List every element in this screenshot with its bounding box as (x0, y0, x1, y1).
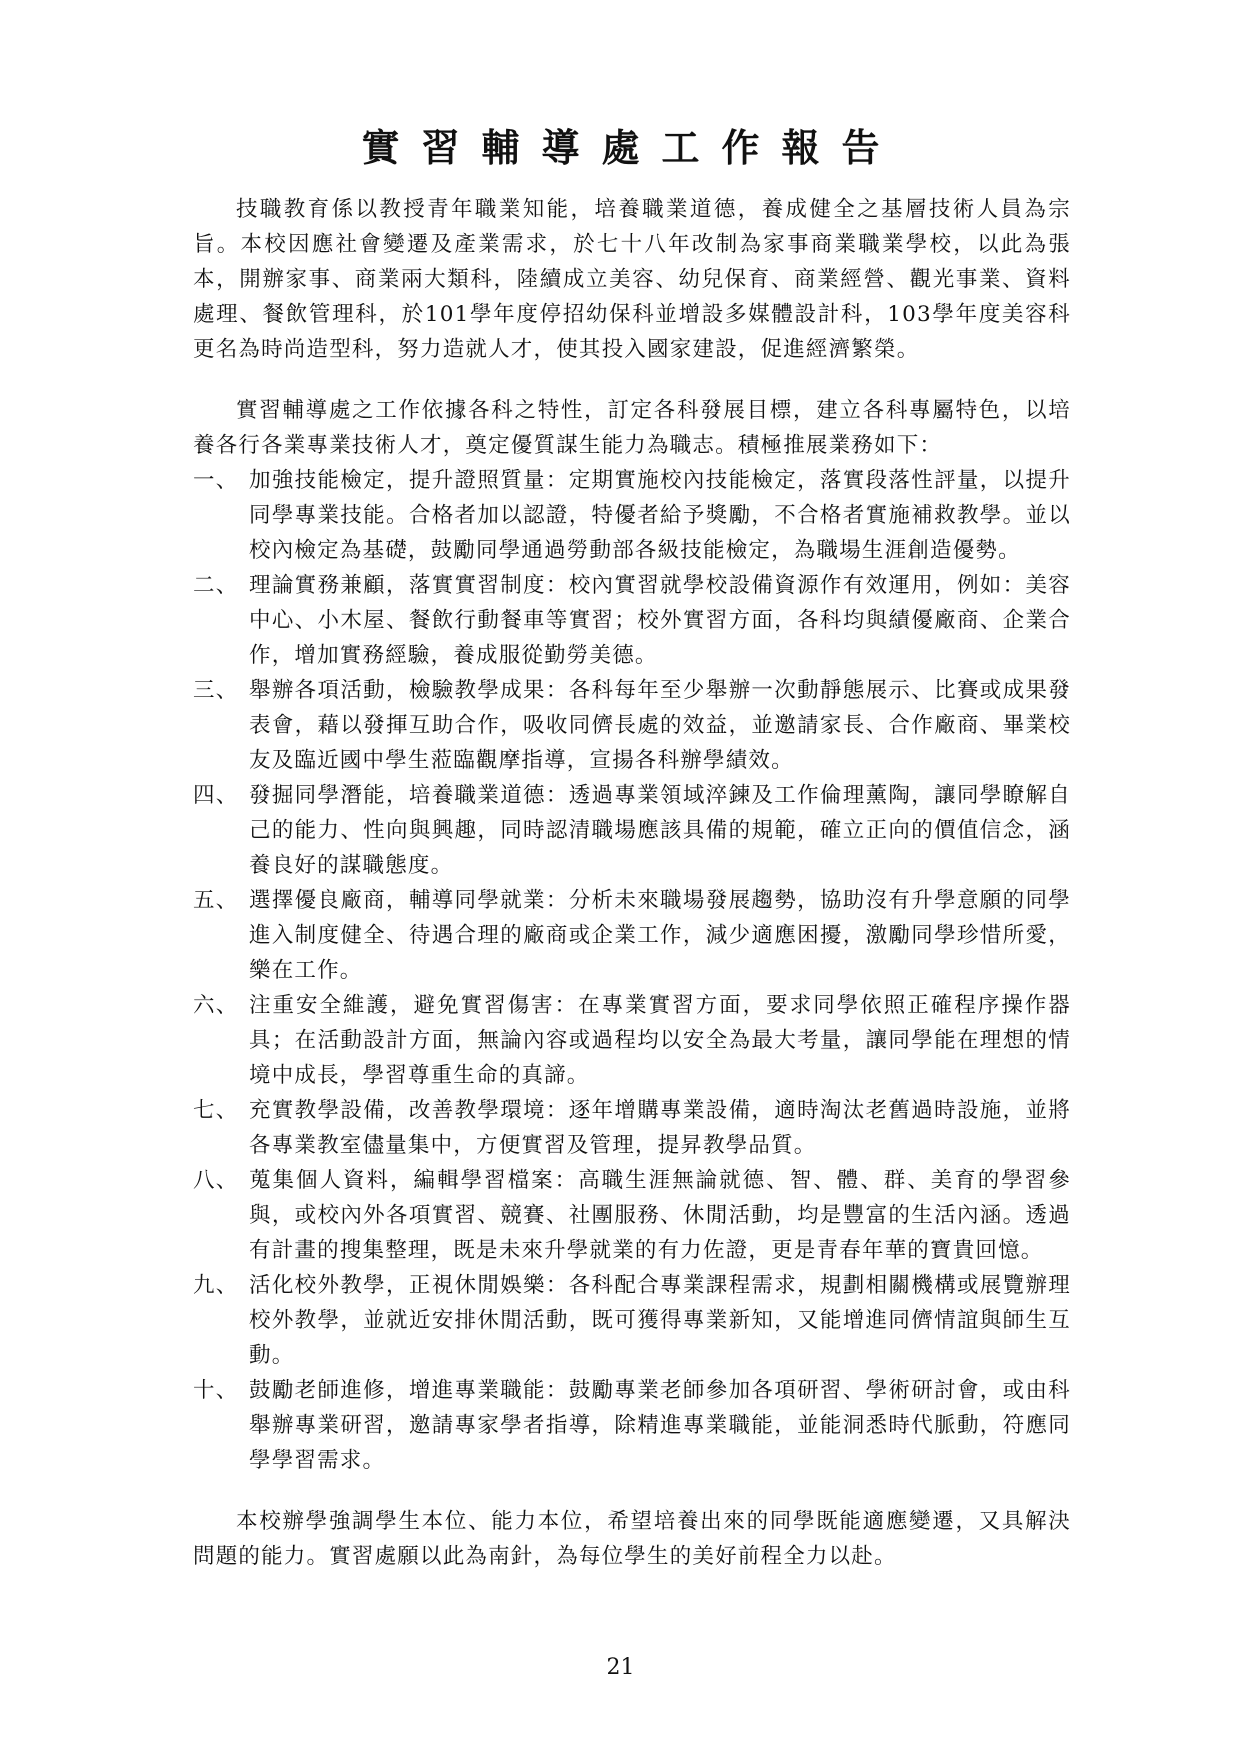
list-item (193, 1373, 1071, 1478)
list-item-text: 注重安全維護，避免實習傷害：在專業實習方面，要求同學依照正確程序操作器具；在活動設計方面，無論內容或過程均以安全為最大考量，讓同學能在理想的情境中成長，學習尊重生命的真諦。 (249, 993, 1071, 1088)
list-item (193, 673, 1071, 778)
list-item-text: 鼓勵老師進修，增進專業職能：鼓勵專業老師參加各項研習、學術研討會，或由科舉辦專業研習，邀請專家學者指導，除精進專業職能，並能洞悉時代脈動，符應同學學習需求。 (249, 1378, 1071, 1473)
list-item-number: 八、 (193, 1168, 239, 1193)
list-item (193, 778, 1071, 883)
list-item-number: 六、 (193, 993, 239, 1018)
list-item-text: 蒐集個人資料，編輯學習檔案：高職生涯無論就德、智、體、群、美育的學習參與，或校內外各項實習、競賽、社團服務、休閒活動，均是豐富的生活內涵。透過有計畫的搜集整理，既是未來升學就業的有力佐證，更是青春年華的寶貴回憶。 (249, 1168, 1071, 1263)
list-item-number: 四、 (193, 783, 239, 808)
list-item-number: 三、 (193, 678, 239, 703)
list-item-text: 充實教學設備，改善教學環境：逐年增購專業設備，適時淘汰老舊過時設施，並將各專業教室儘量集中，方便實習及管理，提昇教學品質。 (249, 1098, 1071, 1158)
list-item (193, 988, 1071, 1093)
list-item-text: 活化校外教學，正視休閒娛樂：各科配合專業課程需求，規劃相關機構或展覽辦理校外教學，並就近安排休閒活動，既可獲得專業新知，又能增進同儕情誼與師生互動。 (249, 1273, 1071, 1368)
list-item-text: 加強技能檢定，提升證照質量：定期實施校內技能檢定，落實段落性評量，以提升同學專業技能。合格者加以認證，特優者給予獎勵，不合格者實施補救教學。並以校內檢定為基礎，鼓勵同學通過勞動部各級技能檢定，為職場生涯創造優勢。 (249, 468, 1071, 563)
work-items-list (193, 463, 1071, 1478)
list-item-number: 一、 (193, 468, 239, 493)
page-title: 實習輔導處工作報告 (361, 125, 902, 170)
closing-paragraph: 本校辦學強調學生本位、能力本位，希望培養出來的同學既能適應變遷，又具解決問題的能力。實習處願以此為南針，為每位學生的美好前程全力以赴。 (193, 1509, 1071, 1569)
list-item-number: 五、 (193, 888, 239, 913)
list-item-text: 理論實務兼顧，落實實習制度：校內實習就學校設備資源作有效運用，例如：美容中心、小木屋、餐飲行動餐車等實習；校外實習方面，各科均與績優廠商、企業合作，增加實務經驗，養成服從勤勞美德。 (249, 573, 1071, 668)
list-item-text: 發掘同學潛能，培養職業道德：透過專業領域淬鍊及工作倫理薰陶，讓同學瞭解自己的能力、性向與興趣，同時認清職場應該具備的規範，確立正向的價值信念，涵養良好的謀職態度。 (249, 783, 1071, 878)
list-item (193, 1093, 1071, 1163)
paragraph-gap (193, 367, 1071, 393)
paragraph-gap (193, 1478, 1071, 1504)
page-number: 21 (606, 1655, 635, 1680)
list-item-number: 九、 (193, 1273, 239, 1298)
work-overview-paragraph: 實習輔導處之工作依據各科之特性，訂定各科發展目標，建立各科專屬特色，以培養各行各業專業技術人才，奠定優質謀生能力為職志。積極推展業務如下： (193, 398, 1071, 458)
list-item-number: 二、 (193, 573, 239, 598)
list-item-number: 十、 (193, 1378, 239, 1403)
list-item-text: 舉辦各項活動，檢驗教學成果：各科每年至少舉辦一次動靜態展示、比賽或成果發表會，藉以發揮互助合作，吸收同儕長處的效益，並邀請家長、合作廠商、畢業校友及臨近國中學生蒞臨觀摩指導，宣揚各科辦學績效。 (249, 678, 1071, 773)
report-body (193, 192, 1071, 1574)
list-item-number: 七、 (193, 1098, 239, 1123)
list-item (193, 883, 1071, 988)
list-item (193, 1163, 1071, 1268)
list-item-text: 選擇優良廠商，輔導同學就業：分析未來職場發展趨勢，協助沒有升學意願的同學進入制度健全、待遇合理的廠商或企業工作，減少適應困擾，激勵同學珍惜所愛，樂在工作。 (249, 888, 1071, 983)
intro-paragraph: 技職教育係以教授青年職業知能，培養職業道德，養成健全之基層技術人員為宗旨。本校因應社會變遷及產業需求，於七十八年改制為家事商業職業學校，以此為張本，開辦家事、商業兩大類科，陸續成立美容、幼兒保育、商業經營、觀光事業、資料處理、餐飲管理科，於101學年度停招幼保科並增設多媒體設計科，103學年度美容科更名為時尚造型科，努力造就人才，使其投入國家建設，促進經濟繁榮。 (193, 197, 1071, 362)
list-item (193, 463, 1071, 568)
list-item (193, 568, 1071, 673)
list-item (193, 1268, 1071, 1373)
